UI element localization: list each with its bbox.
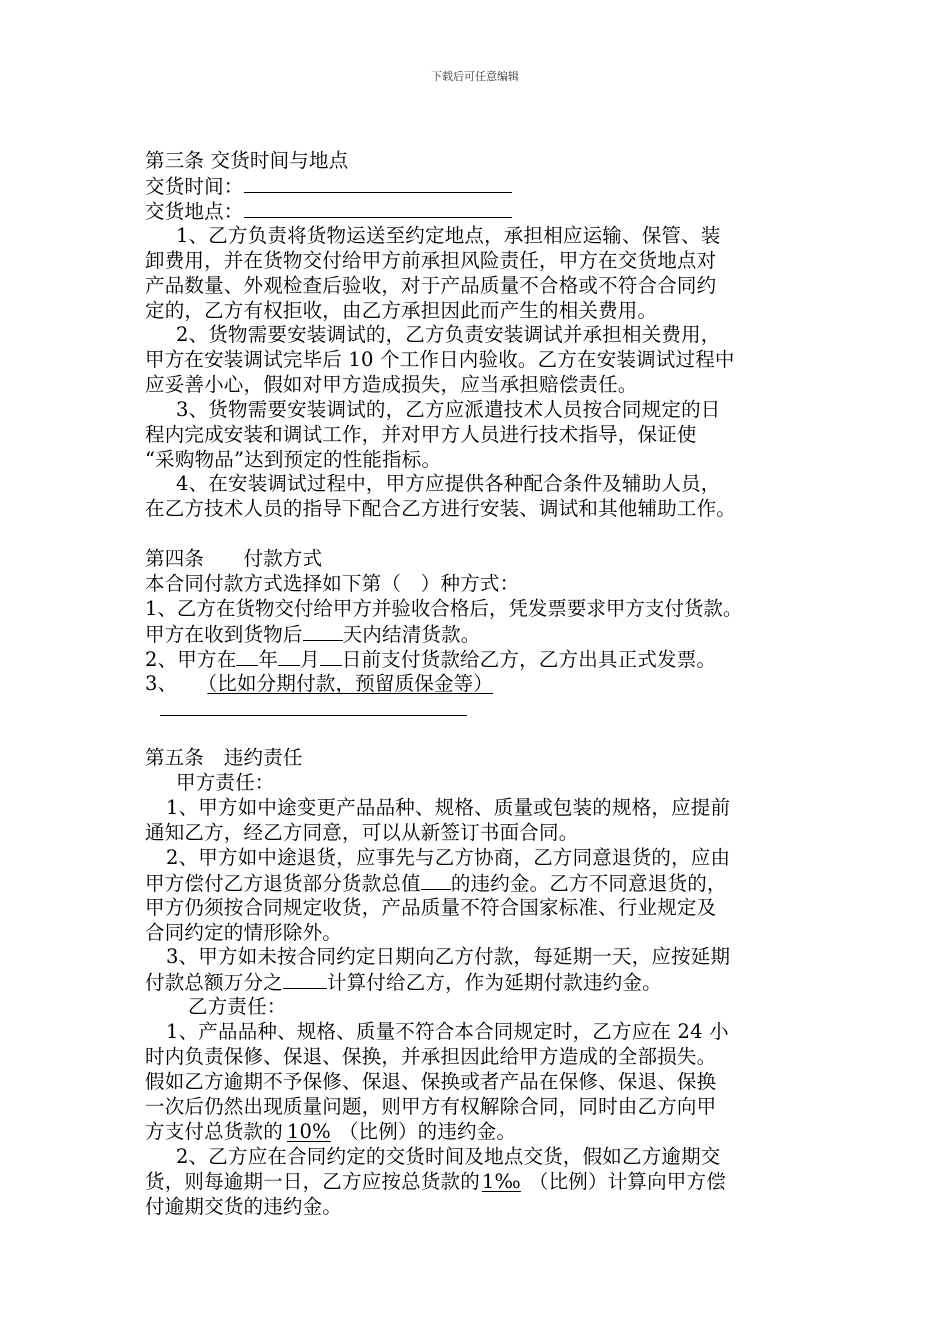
month-blank	[278, 647, 300, 666]
a5-a1-line: 通知乙方，经乙方同意，可以从新签订书面合同。	[145, 821, 579, 844]
a3-p1-line: 卸费用，并在货物交付给甲方前承担风险责任，甲方在交货地点对	[145, 249, 717, 272]
a3-p4-line: 4、在安装调试过程中，甲方应提供各种配合条件及辅助人员，	[176, 472, 721, 495]
a5-a2-line: 合同约定的情形除外。	[145, 921, 343, 944]
payment-option-3	[145, 672, 493, 696]
a5-b1-line: 一次后仍然出现质量问题，则甲方有权解除合同，同时由乙方向甲	[145, 1095, 717, 1118]
a3-text: 计算付给乙方，作为延期付款违约金。	[326, 971, 662, 994]
payment-option-2	[145, 647, 716, 672]
a5-b1-line: 时内负责保修、保退、保换，并承担因此给甲方造成的全部损失。	[145, 1045, 717, 1068]
year-label: 年	[258, 648, 279, 671]
b2-text: 货，则每逾期一日，乙方应按总货款的	[145, 1170, 480, 1193]
a3-p2-line: 甲方在安装调试完毕后 10 个工作日内验收。乙方在安装调试过程中	[145, 348, 735, 371]
article4-title: 第四条 付款方式	[145, 547, 323, 570]
a3-p1-line: 产品数量、外观检查后验收，对于产品质量不合格或不符合合同约	[145, 274, 717, 297]
a3-text: 付款总额万分之	[145, 971, 283, 994]
option-2-text: 日前支付货款给乙方，乙方出具正式发票。	[341, 648, 717, 671]
penalty-blank	[421, 871, 451, 890]
a3-p3-line: 程内完成安装和调试工作，并对甲方人员进行技术指导，保证使	[145, 423, 697, 446]
ratio-blank	[283, 970, 327, 989]
a5-a2-line: 2、甲方如中途退货，应事先与乙方协商，乙方同意退货的，应由	[166, 846, 731, 869]
a2-text: 甲方偿付乙方退货部分货款总值	[145, 872, 421, 895]
party-b-heading: 乙方责任：	[188, 995, 287, 1018]
delivery-time-line	[145, 174, 512, 199]
page-header: 下载后可任意编辑	[431, 70, 519, 83]
payment-option-1-days	[145, 622, 481, 647]
delivery-place-label: 交货地点：	[145, 200, 244, 223]
payment-intro: 本合同付款方式选择如下第（ ）种方式：	[145, 572, 520, 595]
a5-b1-line: 假如乙方逾期不予保修、保退、保换或者产品在保修、保退、保换	[145, 1070, 717, 1093]
option-3-prefix: 3、	[145, 672, 178, 695]
a5-b1-line	[145, 1120, 516, 1144]
month-label: 月	[300, 648, 320, 671]
a5-a2-line: 甲方仍须按合同规定收货，产品质量不符合国家标准、行业规定及	[145, 896, 717, 919]
penalty-permille: 1‰	[481, 1170, 521, 1193]
year-blank	[236, 647, 258, 666]
day-blank	[320, 647, 342, 666]
a3-p4-line: 在乙方技术人员的指导下配合乙方进行安装、调试和其他辅助工作。	[145, 497, 737, 520]
b2-text: （比例）计算向甲方偿	[528, 1170, 726, 1193]
delivery-place-blank	[244, 199, 512, 218]
article5-title: 第五条 违约责任	[145, 746, 303, 769]
delivery-time-blank	[244, 174, 512, 193]
option-2-text: 2、甲方在	[145, 648, 237, 671]
a5-a3-line: 3、甲方如未按合同约定日期向乙方付款，每延期一天，应按延期	[166, 945, 731, 968]
b1-text: 方支付总货款的	[145, 1120, 283, 1143]
a3-p2-line: 2、货物需要安装调试的，乙方负责安装调试并承担相关费用，	[176, 323, 721, 346]
option-3-fill-line	[160, 715, 467, 716]
penalty-percent: 10%	[286, 1120, 331, 1143]
a3-p1-line: 1、乙方负责将货物运送至约定地点，承担相应运输、保管、装	[176, 224, 721, 247]
days-blank	[303, 622, 343, 641]
a5-b2-line: 付逾期交货的违约金。	[145, 1195, 343, 1218]
a5-a3-line	[145, 970, 662, 995]
a5-a2-line	[145, 871, 727, 896]
a3-p3-line: 3、货物需要安装调试的，乙方应派遣技术人员按合同规定的日	[176, 398, 721, 421]
payment-option-1: 1、乙方在货物交付给甲方并验收合格后，凭发票要求甲方支付货款。	[145, 597, 743, 620]
delivery-place-line	[145, 199, 512, 224]
option-1-text: 天内结清货款。	[342, 623, 481, 646]
a5-b2-line	[145, 1170, 726, 1194]
party-a-heading: 甲方责任：	[176, 771, 275, 794]
a2-text: 的违约金。乙方不同意退货的，	[450, 872, 727, 895]
delivery-time-label: 交货时间：	[145, 175, 244, 198]
a5-a1-line: 1、甲方如中途变更产品品种、规格、质量或包装的规格，应提前	[166, 796, 731, 819]
option-3-underlined: （比如分期付款，预留质保金等）	[207, 672, 494, 695]
a3-p2-line: 应妥善小心，假如对甲方造成损失，应当承担赔偿责任。	[145, 373, 638, 396]
a3-p1-line: 定的，乙方有权拒收，由乙方承担因此而产生的相关费用。	[145, 299, 658, 322]
a5-b1-line: 1、产品品种、规格、质量不符合本合同规定时，乙方应在 24 小	[166, 1020, 729, 1043]
a3-p3-line: “采购物品”达到预定的性能指标。	[145, 448, 442, 471]
article3-title: 第三条 交货时间与地点	[145, 149, 349, 172]
option-1-text: 甲方在收到货物后	[145, 623, 303, 646]
b1-text: （比例）的违约金。	[338, 1120, 517, 1143]
a5-b2-line: 2、乙方应在合同约定的交货时间及地点交货，假如乙方逾期交	[176, 1145, 721, 1168]
